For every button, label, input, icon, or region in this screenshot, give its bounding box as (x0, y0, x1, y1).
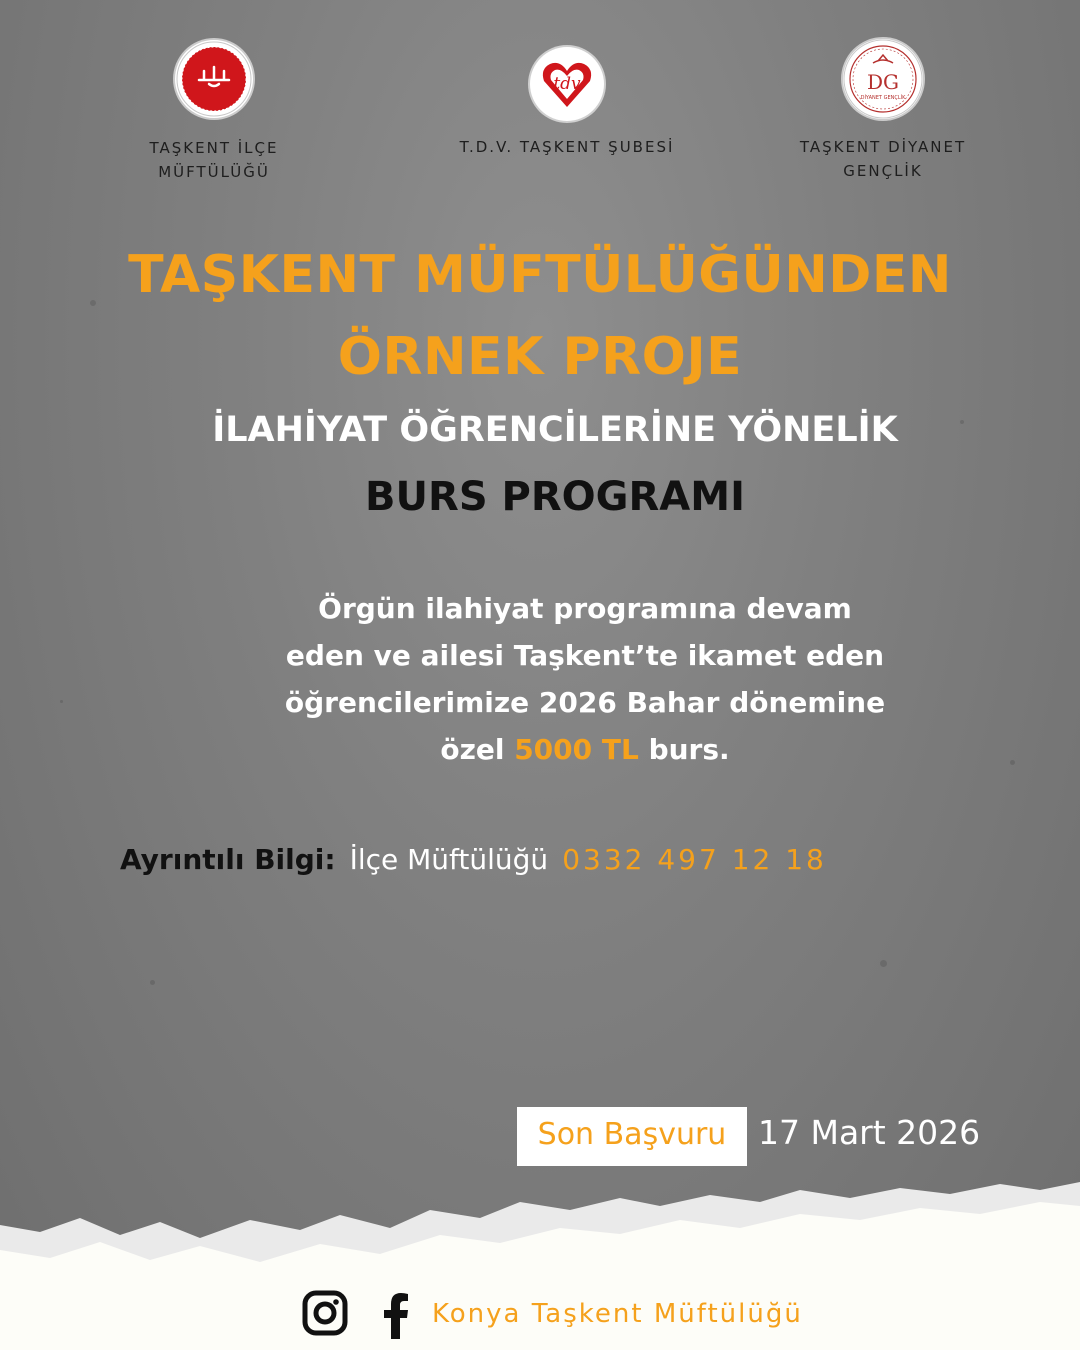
description-line1: Örgün ilahiyat programına devam (318, 592, 852, 625)
contact-phone: 0332 497 12 18 (562, 843, 827, 876)
diyanet-genclik-logo-icon (843, 39, 923, 119)
deadline-date: 17 Mart 2026 (758, 1113, 981, 1152)
main-title-line1: TAŞKENT MÜFTÜLÜĞÜNDEN (128, 245, 952, 305)
logo-label-line1: TAŞKENT İLÇE (149, 139, 279, 157)
instagram-icon (302, 1290, 348, 1336)
logo-label-line2: MÜFTÜLÜĞÜ (158, 163, 270, 181)
description-line4 (210, 726, 960, 773)
facebook-icon (383, 1293, 409, 1339)
description-line3: öğrencilerimize 2026 Bahar dönemine (284, 686, 886, 719)
contact-name: İlçe Müftülüğü (349, 843, 549, 876)
description (210, 585, 960, 773)
logo-tdv-taskent-subesi (437, 47, 697, 159)
contact-label: Ayrıntılı Bilgi: (120, 843, 336, 876)
description-line2: eden ve ailesi Taşkent’te ikamet eden (285, 639, 885, 672)
footer-account-name: Konya Taşkent Müftülüğü (432, 1299, 803, 1329)
svg-text:DG: DG (866, 70, 900, 94)
diyanet-emblem-icon (175, 40, 253, 118)
tdv-logo-icon (530, 47, 604, 121)
subtitle: İLAHİYAT ÖĞRENCİLERİNE YÖNELİK (212, 410, 898, 450)
svg-text:tdv: tdv (553, 74, 581, 94)
deadline-label: Son Başvuru (517, 1107, 747, 1166)
main-title-line2: ÖRNEK PROJE (337, 327, 743, 387)
logo-label-line1: T.D.V. TAŞKENT ŞUBESİ (459, 138, 675, 156)
description-line4-post: burs. (638, 733, 730, 766)
logo-taskent-ilce-muftulugu (84, 40, 344, 184)
logo-taskent-diyanet-genclik (752, 39, 1014, 183)
scholarship-amount: 5000 TL (514, 733, 639, 766)
svg-text:DİYANET GENÇLİK: DİYANET GENÇLİK (860, 95, 906, 101)
logo-label-line1: TAŞKENT DİYANET (799, 138, 967, 156)
program-title: BURS PROGRAMI (365, 474, 745, 520)
logo-label-line2: GENÇLİK (843, 162, 923, 180)
contact-info (120, 843, 827, 876)
description-line4-pre: özel (440, 733, 515, 766)
